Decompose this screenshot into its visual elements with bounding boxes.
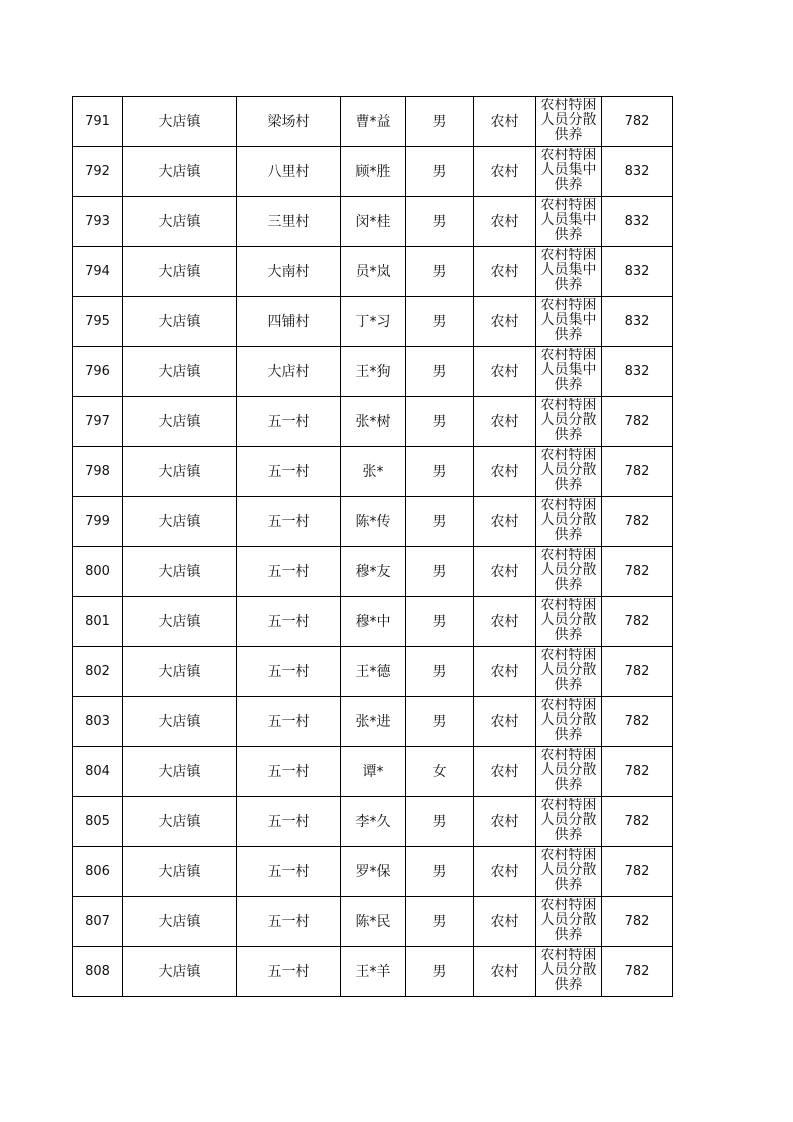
cell-serial-number: 796 (73, 347, 123, 397)
cell-serial-number: 795 (73, 297, 123, 347)
cell-serial-number: 802 (73, 647, 123, 697)
cell-area: 农村 (474, 797, 536, 847)
cell-gender: 男 (406, 647, 474, 697)
cell-gender: 男 (406, 497, 474, 547)
cell-amount: 782 (602, 747, 673, 797)
cell-village: 五一村 (237, 847, 341, 897)
category-text: 农村特困人员集中供养 (540, 148, 597, 193)
cell-village: 五一村 (237, 697, 341, 747)
cell-category (536, 247, 602, 297)
cell-gender: 男 (406, 247, 474, 297)
cell-area: 农村 (474, 847, 536, 897)
cell-name: 张*进 (341, 697, 406, 747)
cell-amount: 782 (602, 897, 673, 947)
cell-village: 梁场村 (237, 97, 341, 147)
category-text: 农村特困人员分散供养 (540, 548, 597, 593)
table-row (73, 497, 673, 547)
cell-gender: 男 (406, 847, 474, 897)
cell-category (536, 847, 602, 897)
cell-amount: 782 (602, 947, 673, 997)
cell-amount: 782 (602, 547, 673, 597)
table-row (73, 197, 673, 247)
category-text: 农村特困人员分散供养 (540, 748, 597, 793)
category-text: 农村特困人员分散供养 (540, 698, 597, 743)
table-row (73, 597, 673, 647)
cell-amount: 782 (602, 697, 673, 747)
table-row (73, 347, 673, 397)
cell-area: 农村 (474, 97, 536, 147)
cell-gender: 男 (406, 147, 474, 197)
cell-town: 大店镇 (123, 197, 237, 247)
cell-name: 王*德 (341, 647, 406, 697)
cell-name: 穆*中 (341, 597, 406, 647)
category-text: 农村特困人员分散供养 (540, 498, 597, 543)
cell-town: 大店镇 (123, 647, 237, 697)
cell-serial-number: 801 (73, 597, 123, 647)
cell-village: 四铺村 (237, 297, 341, 347)
cell-category (536, 647, 602, 697)
table-row (73, 647, 673, 697)
category-text: 农村特困人员分散供养 (540, 948, 597, 993)
cell-amount: 782 (602, 397, 673, 447)
cell-town: 大店镇 (123, 847, 237, 897)
cell-gender: 男 (406, 197, 474, 247)
cell-town: 大店镇 (123, 747, 237, 797)
cell-name: 张*树 (341, 397, 406, 447)
table-body (73, 97, 673, 997)
cell-category (536, 147, 602, 197)
cell-serial-number: 804 (73, 747, 123, 797)
table-row (73, 947, 673, 997)
cell-category (536, 597, 602, 647)
cell-village: 五一村 (237, 447, 341, 497)
cell-town: 大店镇 (123, 497, 237, 547)
cell-serial-number: 807 (73, 897, 123, 947)
cell-town: 大店镇 (123, 97, 237, 147)
cell-area: 农村 (474, 397, 536, 447)
cell-town: 大店镇 (123, 297, 237, 347)
category-text: 农村特困人员集中供养 (540, 348, 597, 393)
cell-area: 农村 (474, 947, 536, 997)
cell-name: 王*狗 (341, 347, 406, 397)
cell-area: 农村 (474, 647, 536, 697)
cell-name: 穆*友 (341, 547, 406, 597)
cell-town: 大店镇 (123, 797, 237, 847)
table-row (73, 297, 673, 347)
table-row (73, 697, 673, 747)
cell-name: 闵*桂 (341, 197, 406, 247)
table-row (73, 247, 673, 297)
cell-category (536, 947, 602, 997)
cell-gender: 男 (406, 447, 474, 497)
cell-serial-number: 806 (73, 847, 123, 897)
cell-name: 陈*民 (341, 897, 406, 947)
cell-gender: 男 (406, 697, 474, 747)
table-row (73, 447, 673, 497)
cell-category (536, 697, 602, 747)
cell-area: 农村 (474, 697, 536, 747)
cell-amount: 782 (602, 97, 673, 147)
cell-serial-number: 803 (73, 697, 123, 747)
cell-gender: 男 (406, 547, 474, 597)
cell-serial-number: 798 (73, 447, 123, 497)
cell-category (536, 747, 602, 797)
cell-area: 农村 (474, 897, 536, 947)
cell-village: 大南村 (237, 247, 341, 297)
cell-amount: 782 (602, 447, 673, 497)
cell-gender: 男 (406, 297, 474, 347)
cell-gender: 男 (406, 947, 474, 997)
table-row (73, 747, 673, 797)
cell-serial-number: 792 (73, 147, 123, 197)
cell-serial-number: 808 (73, 947, 123, 997)
cell-town: 大店镇 (123, 247, 237, 297)
cell-village: 五一村 (237, 947, 341, 997)
cell-area: 农村 (474, 197, 536, 247)
category-text: 农村特困人员分散供养 (540, 648, 597, 693)
cell-serial-number: 791 (73, 97, 123, 147)
cell-area: 农村 (474, 147, 536, 197)
cell-village: 五一村 (237, 647, 341, 697)
cell-village: 五一村 (237, 497, 341, 547)
cell-amount: 782 (602, 597, 673, 647)
category-text: 农村特困人员分散供养 (540, 598, 597, 643)
cell-serial-number: 799 (73, 497, 123, 547)
cell-amount: 832 (602, 147, 673, 197)
table-row (73, 97, 673, 147)
cell-village: 五一村 (237, 897, 341, 947)
category-text: 农村特困人员分散供养 (540, 448, 597, 493)
cell-town: 大店镇 (123, 397, 237, 447)
category-text: 农村特困人员集中供养 (540, 198, 597, 243)
cell-gender: 女 (406, 747, 474, 797)
category-text: 农村特困人员分散供养 (540, 98, 597, 143)
cell-village: 五一村 (237, 747, 341, 797)
cell-serial-number: 794 (73, 247, 123, 297)
cell-serial-number: 800 (73, 547, 123, 597)
cell-area: 农村 (474, 247, 536, 297)
cell-category (536, 397, 602, 447)
cell-gender: 男 (406, 597, 474, 647)
cell-name: 王*羊 (341, 947, 406, 997)
cell-area: 农村 (474, 547, 536, 597)
cell-name: 李*久 (341, 797, 406, 847)
cell-serial-number: 797 (73, 397, 123, 447)
cell-gender: 男 (406, 397, 474, 447)
cell-name: 罗*保 (341, 847, 406, 897)
cell-town: 大店镇 (123, 947, 237, 997)
category-text: 农村特困人员分散供养 (540, 398, 597, 443)
table-row (73, 897, 673, 947)
cell-area: 农村 (474, 497, 536, 547)
cell-town: 大店镇 (123, 447, 237, 497)
cell-category (536, 197, 602, 247)
cell-name: 谭* (341, 747, 406, 797)
cell-amount: 832 (602, 197, 673, 247)
cell-amount: 782 (602, 497, 673, 547)
cell-town: 大店镇 (123, 697, 237, 747)
cell-town: 大店镇 (123, 547, 237, 597)
cell-area: 农村 (474, 297, 536, 347)
cell-amount: 832 (602, 247, 673, 297)
cell-gender: 男 (406, 797, 474, 847)
category-text: 农村特困人员分散供养 (540, 798, 597, 843)
table-row (73, 147, 673, 197)
cell-town: 大店镇 (123, 597, 237, 647)
cell-village: 八里村 (237, 147, 341, 197)
table-row (73, 397, 673, 447)
cell-town: 大店镇 (123, 147, 237, 197)
category-text: 农村特困人员分散供养 (540, 898, 597, 943)
cell-village: 五一村 (237, 397, 341, 447)
cell-area: 农村 (474, 447, 536, 497)
cell-village: 五一村 (237, 547, 341, 597)
cell-serial-number: 805 (73, 797, 123, 847)
cell-category (536, 447, 602, 497)
cell-gender: 男 (406, 347, 474, 397)
cell-name: 丁*习 (341, 297, 406, 347)
cell-category (536, 897, 602, 947)
beneficiary-table (72, 96, 673, 997)
cell-category (536, 497, 602, 547)
cell-category (536, 347, 602, 397)
table-row (73, 547, 673, 597)
cell-village: 五一村 (237, 797, 341, 847)
cell-village: 三里村 (237, 197, 341, 247)
category-text: 农村特困人员集中供养 (540, 298, 597, 343)
cell-town: 大店镇 (123, 897, 237, 947)
table-row (73, 797, 673, 847)
category-text: 农村特困人员集中供养 (540, 248, 597, 293)
cell-name: 张* (341, 447, 406, 497)
cell-category (536, 97, 602, 147)
cell-gender: 男 (406, 97, 474, 147)
cell-name: 员*岚 (341, 247, 406, 297)
cell-category (536, 297, 602, 347)
cell-area: 农村 (474, 347, 536, 397)
cell-village: 大店村 (237, 347, 341, 397)
table-row (73, 847, 673, 897)
cell-serial-number: 793 (73, 197, 123, 247)
cell-area: 农村 (474, 597, 536, 647)
cell-name: 曹*益 (341, 97, 406, 147)
cell-amount: 782 (602, 647, 673, 697)
cell-amount: 832 (602, 297, 673, 347)
cell-amount: 832 (602, 347, 673, 397)
cell-gender: 男 (406, 897, 474, 947)
cell-town: 大店镇 (123, 347, 237, 397)
cell-village: 五一村 (237, 597, 341, 647)
cell-amount: 782 (602, 847, 673, 897)
cell-name: 顾*胜 (341, 147, 406, 197)
category-text: 农村特困人员分散供养 (540, 848, 597, 893)
cell-category (536, 547, 602, 597)
cell-category (536, 797, 602, 847)
cell-amount: 782 (602, 797, 673, 847)
cell-area: 农村 (474, 747, 536, 797)
cell-name: 陈*传 (341, 497, 406, 547)
